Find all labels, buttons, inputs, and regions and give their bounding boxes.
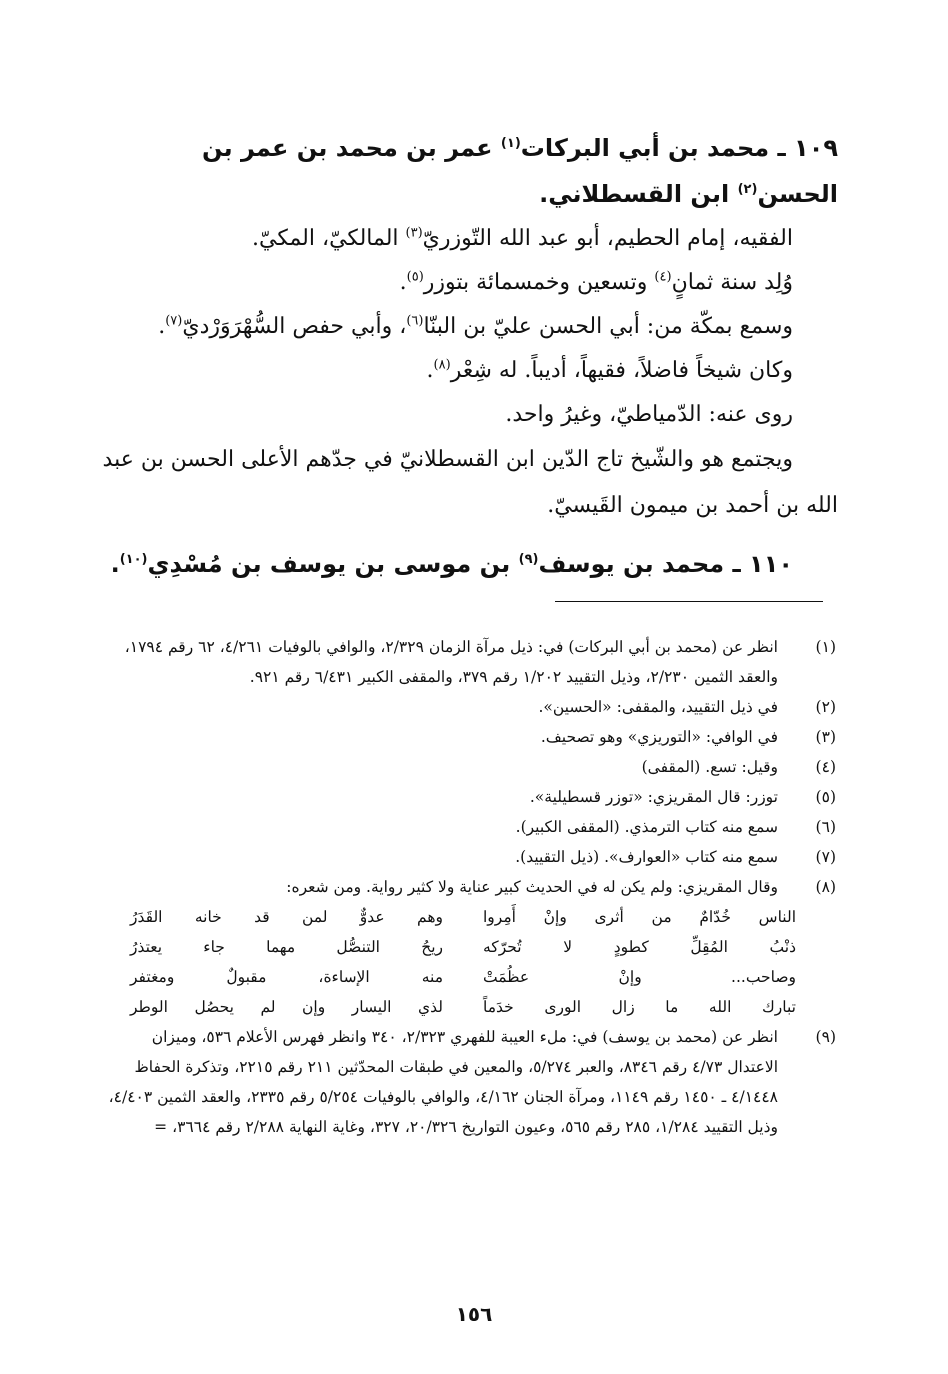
text: المالكيّ، المكيّ.: [251, 226, 399, 251]
entry-number: ١٠٩ ـ: [777, 134, 838, 162]
footnote-text: انظر عن (محمد بن أبي البركات) في: ذيل مرآة الزمان ٢/٣٢٩، والوافي بالوفيات ٤/٢٦١، ٦٢ رقم ١٧٩٤، والعقد الثمين ٢/٢٣٠، وذيل التقييد ١/٢٠٢ رقم ٣٧٩، والمقفى الكبير ٦/٤٣١ رقم ٩٢١.: [124, 638, 778, 686]
poem-verse-left: وهم عدوٌّ لمن قد خانه القَدَرُ: [130, 908, 443, 926]
entry-name: عمر بن محمد بن عمر بن الحسن: [202, 134, 838, 208]
footnote-ref: (١٠): [119, 552, 148, 567]
poem-verse-left: لذي اليسار وإن لم يحصُل الوطر: [130, 998, 443, 1016]
page-number: ١٥٦: [455, 1302, 493, 1326]
footnote-ref: (١): [500, 136, 521, 151]
footnote-separator: [555, 601, 823, 602]
footnote-ref: (٥): [406, 269, 424, 285]
entry-name: بن موسى بن يوسف بن مُسْدِي: [147, 550, 511, 578]
footnote-text: سمع منه كتاب الترمذي. (المقفى الكبير).: [515, 818, 778, 836]
entry-name: محمد بن يوسف: [538, 550, 725, 578]
text: .: [110, 550, 120, 578]
footnote-item: [100, 872, 836, 902]
text: وكان شيخاً فاضلاً، فقيهاً، أديباً. له شِعْر: [450, 358, 793, 383]
footnote-text: وقيل: تسع. (المقفى): [641, 758, 778, 776]
footnote-text: في ذيل التقييد، والمقفى: «الحسين».: [538, 698, 778, 716]
text: وسمع بمكّة من: أبي الحسن عليّ بن البنّا: [423, 314, 793, 339]
entry-109-heading: [100, 125, 838, 217]
footnote-item: [100, 692, 836, 722]
footnote-item: [100, 812, 836, 842]
footnote-number: (٥): [815, 788, 836, 806]
footnote-number: (٣): [815, 728, 836, 746]
footnote-text: في الوافي: «التوريزي» وهو تصحيف.: [540, 728, 778, 746]
footnote-item: [100, 782, 836, 812]
footnote-item: [100, 722, 836, 752]
footnote-number: (٩): [815, 1028, 836, 1046]
footnote-text: وقال المقريزي: ولم يكن له في الحديث كبير عناية ولا كثير رواية. ومن شعره:: [286, 878, 778, 896]
text: ، وأبي حفص السُّهْرَوَرْديّ: [182, 314, 407, 339]
text: روى عنه: الدّمياطيّ، وغيرُ واحد.: [505, 402, 793, 427]
footnote-text: توزر: قال المقريزي: «توزر قسطيلية».: [529, 788, 778, 806]
poem-verse-right: وصاحب... وإنْ عظُمَتْ: [483, 968, 796, 986]
footnote-number: (٧): [815, 848, 836, 866]
main-text: [100, 125, 838, 587]
entry-110-heading: [100, 541, 838, 587]
footnote-item: [100, 752, 836, 782]
paragraph: [100, 437, 838, 529]
footnote-ref: (٣): [405, 225, 423, 241]
text: ويجتمع هو والشّيخ تاج الدّين ابن القسطلانيّ في جدّهم الأعلى الحسن بن عبد الله بن أحمد بن ميمون القَيسيّ.: [102, 447, 838, 518]
text: الفقيه، إمام الحطيم، أبو عبد الله التّوزريّ: [422, 226, 793, 251]
footnote-number: (٢): [815, 698, 836, 716]
footnote-item: [100, 1022, 836, 1142]
poem-verse-right: الناس خُدّامٌ من أثرى وإنْ أَمِروا: [483, 908, 796, 926]
footnote-ref: (٢): [737, 182, 758, 197]
footnote-item: [100, 842, 836, 872]
poem: [100, 902, 836, 1022]
text: .: [399, 270, 407, 295]
footnote-number: (٨): [815, 878, 836, 896]
footnote-text: انظر عن (محمد بن يوسف) في: ملء العيبة للفهري ٢/٣٢٣، ٣٤٠ وانظر فهرس الأعلام ٥٣٦، وميزان الاعتدال ٤/٧٣ رقم ٨٣٤٦، والعبر ٥/٢٧٤، والمعين في طبقات المحدّثين ٢١١ رقم ٢٢١٥، وتذكرة الحفاظ ٤/١٤٤٨ ـ ١٤٥٠ رقم ١١٤٩، ومرآة الجنان ٤/١٦٢، والوافي بالوفيات ٥/٢٥٤ رقم ٢٣٣٥، والعقد الثمين ٤/٤٠٣، وذيل التقييد ١/٢٨٤، ٢٨٥ رقم ٥٦٥، وعيون التواريخ ٢٠/٣٢٦، ٣٢٧، وغاية النهاية ٢/٢٨٨ رقم ٣٦٦٤، =: [108, 1028, 778, 1136]
paragraph: [100, 393, 838, 437]
footnote-text: سمع منه كتاب «العوارف». (ذيل التقييد).: [515, 848, 778, 866]
footnote-number: (٤): [815, 758, 836, 776]
text: وتسعين وخمسمائة بتوزر: [423, 270, 648, 295]
poem-verse-left: منه الإساءة، مقبولٌ ومغتفر: [130, 968, 443, 986]
footnote-item: [100, 632, 836, 692]
footnote-number: (١): [815, 638, 836, 656]
paragraph: [100, 217, 838, 261]
footnote-ref: (٦): [406, 313, 424, 329]
text: .: [158, 314, 166, 339]
footnotes: [100, 632, 836, 1142]
entry-number: ١١٠ ـ: [732, 550, 793, 578]
paragraph: [100, 349, 838, 393]
entry-name: ابن القسطلاني.: [539, 180, 730, 208]
paragraph: [100, 305, 838, 349]
footnote-ref: (٩): [518, 552, 539, 567]
poem-verse-left: ريحُ التنصُّل مهما جاء يعتذرُ: [130, 938, 443, 956]
entry-name: محمد بن أبي البركات: [520, 134, 770, 162]
text: وُلِد سنة ثمانٍ: [671, 270, 793, 295]
poem-verse-right: تبارك الله ما زال الورى خدَماً: [483, 998, 796, 1016]
poem-verse-right: ذنْبُ المُقِلِّ كطودٍ لا تُحرّكه: [483, 938, 796, 956]
paragraph: [100, 261, 838, 305]
text: .: [426, 358, 434, 383]
footnote-ref: (٧): [165, 313, 183, 329]
footnote-ref: (٨): [433, 357, 451, 373]
footnote-number: (٦): [815, 818, 836, 836]
footnote-ref: (٤): [654, 269, 672, 285]
